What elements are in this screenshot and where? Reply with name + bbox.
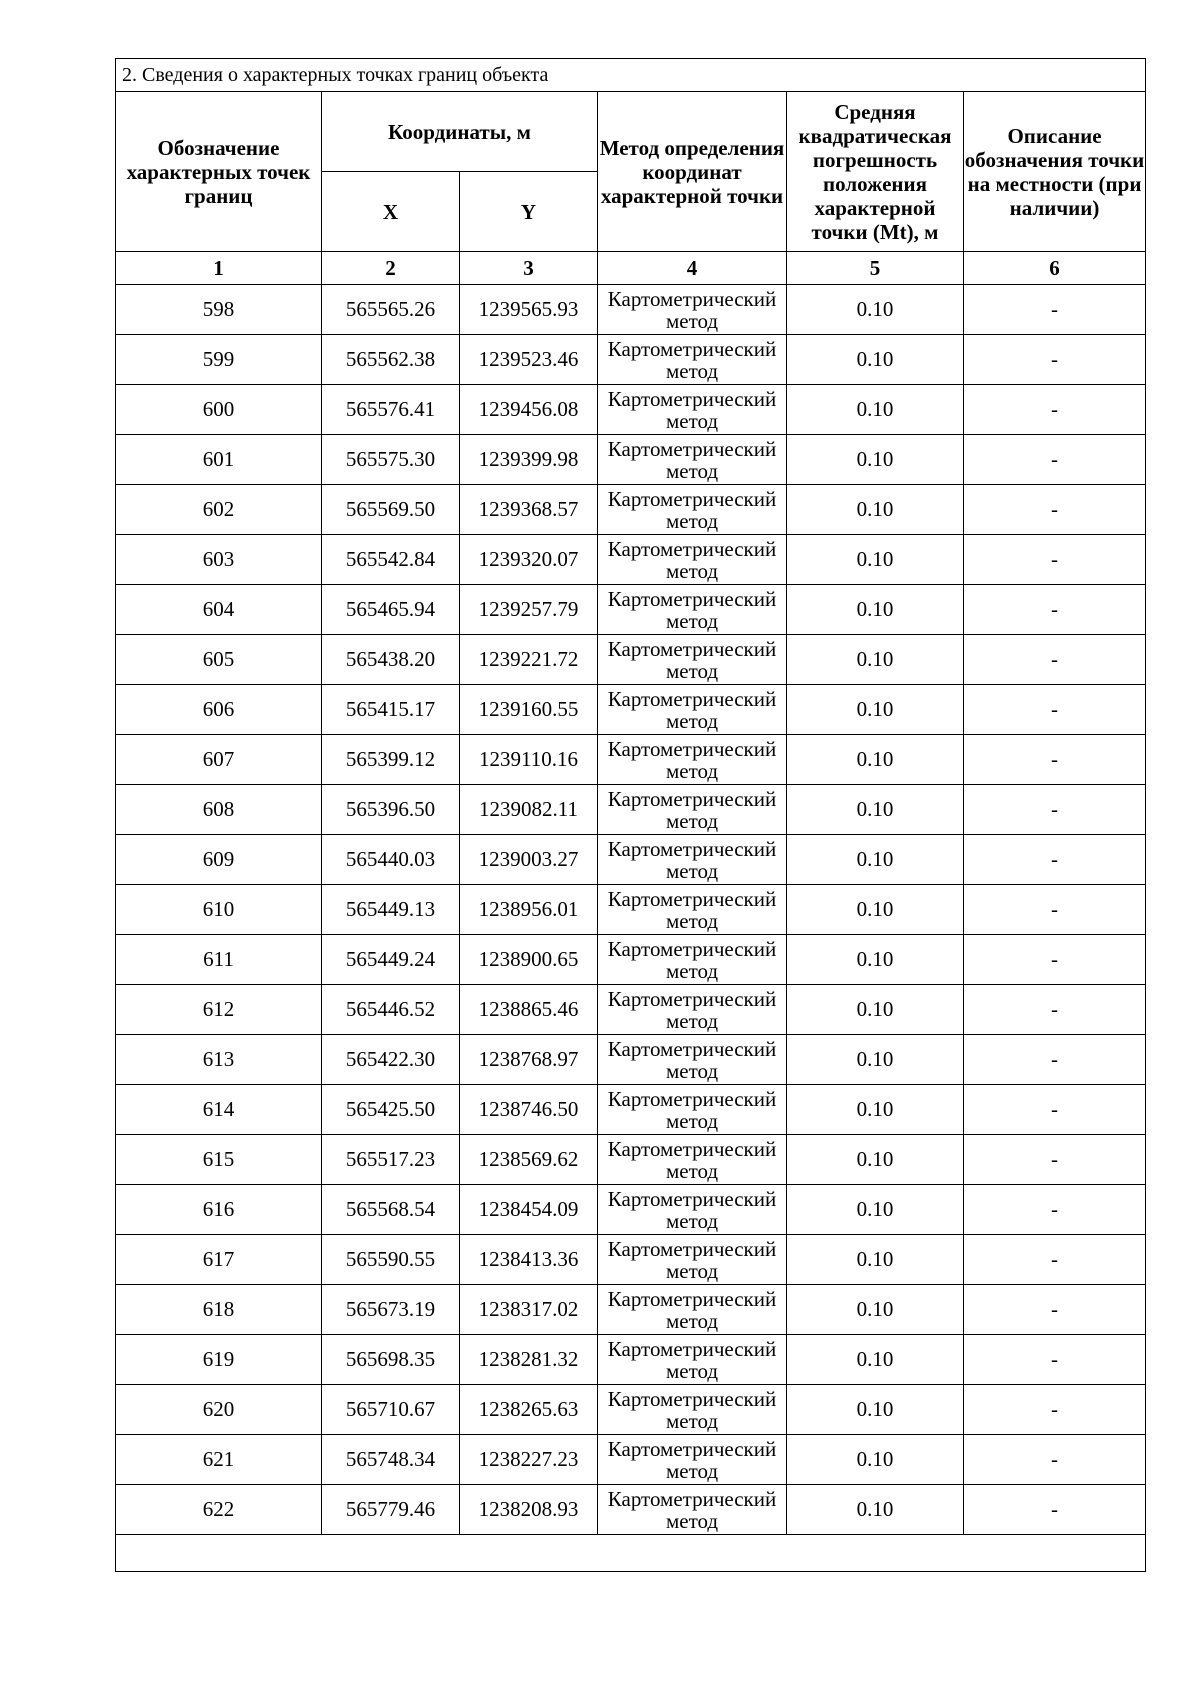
table-row	[116, 685, 1146, 735]
description-cell: -	[964, 1485, 1146, 1535]
y-coordinate-cell: 1238413.36	[460, 1235, 598, 1285]
error-cell: 0.10	[787, 385, 964, 435]
x-coordinate-cell: 565779.46	[322, 1485, 460, 1535]
point-cell: 611	[116, 935, 322, 985]
description-cell: -	[964, 835, 1146, 885]
error-cell: 0.10	[787, 1485, 964, 1535]
empty-row	[116, 1535, 1146, 1572]
error-cell: 0.10	[787, 985, 964, 1035]
description-cell: -	[964, 985, 1146, 1035]
point-cell: 619	[116, 1335, 322, 1385]
error-cell: 0.10	[787, 1135, 964, 1185]
error-cell: 0.10	[787, 1285, 964, 1335]
error-cell: 0.10	[787, 885, 964, 935]
y-coordinate-cell: 1238900.65	[460, 935, 598, 985]
method-cell: Картометрический метод	[598, 985, 787, 1035]
x-coordinate-cell: 565438.20	[322, 635, 460, 685]
error-cell: 0.10	[787, 685, 964, 735]
header-x: X	[322, 172, 460, 252]
point-cell: 617	[116, 1235, 322, 1285]
error-cell: 0.10	[787, 1085, 964, 1135]
method-cell: Картометрический метод	[598, 635, 787, 685]
table-row	[116, 535, 1146, 585]
y-coordinate-cell: 1239456.08	[460, 385, 598, 435]
x-coordinate-cell: 565415.17	[322, 685, 460, 735]
y-coordinate-cell: 1239565.93	[460, 285, 598, 335]
y-coordinate-cell: 1238317.02	[460, 1285, 598, 1335]
table-row	[116, 1035, 1146, 1085]
description-cell: -	[964, 585, 1146, 635]
description-cell: -	[964, 785, 1146, 835]
x-coordinate-cell: 565562.38	[322, 335, 460, 385]
description-cell: -	[964, 485, 1146, 535]
point-cell: 615	[116, 1135, 322, 1185]
column-number: 3	[460, 252, 598, 285]
method-cell: Картометрический метод	[598, 885, 787, 935]
table-row	[116, 735, 1146, 785]
point-cell: 616	[116, 1185, 322, 1235]
point-cell: 618	[116, 1285, 322, 1335]
error-cell: 0.10	[787, 285, 964, 335]
description-cell: -	[964, 635, 1146, 685]
column-number: 5	[787, 252, 964, 285]
header-coords: Координаты, м	[322, 92, 598, 172]
x-coordinate-cell: 565748.34	[322, 1435, 460, 1485]
description-cell: -	[964, 1135, 1146, 1185]
method-cell: Картометрический метод	[598, 385, 787, 435]
y-coordinate-cell: 1238265.63	[460, 1385, 598, 1435]
description-cell: -	[964, 1185, 1146, 1235]
description-cell: -	[964, 1285, 1146, 1335]
table-row	[116, 435, 1146, 485]
y-coordinate-cell: 1238746.50	[460, 1085, 598, 1135]
description-cell: -	[964, 735, 1146, 785]
point-cell: 612	[116, 985, 322, 1035]
error-cell: 0.10	[787, 1435, 964, 1485]
table-row	[116, 385, 1146, 435]
error-cell: 0.10	[787, 1235, 964, 1285]
header-row-top	[116, 92, 1146, 172]
x-coordinate-cell: 565698.35	[322, 1335, 460, 1385]
method-cell: Картометрический метод	[598, 685, 787, 735]
method-cell: Картометрический метод	[598, 735, 787, 785]
table-row	[116, 635, 1146, 685]
y-coordinate-cell: 1239160.55	[460, 685, 598, 735]
error-cell: 0.10	[787, 735, 964, 785]
description-cell: -	[964, 1335, 1146, 1385]
point-cell: 613	[116, 1035, 322, 1085]
method-cell: Картометрический метод	[598, 1035, 787, 1085]
x-coordinate-cell: 565565.26	[322, 285, 460, 335]
table-row	[116, 335, 1146, 385]
point-cell: 599	[116, 335, 322, 385]
table-row	[116, 1385, 1146, 1435]
y-coordinate-cell: 1239523.46	[460, 335, 598, 385]
y-coordinate-cell: 1238569.62	[460, 1135, 598, 1185]
y-coordinate-cell: 1238865.46	[460, 985, 598, 1035]
method-cell: Картометрический метод	[598, 485, 787, 535]
table-row	[116, 835, 1146, 885]
method-cell: Картометрический метод	[598, 335, 787, 385]
x-coordinate-cell: 565446.52	[322, 985, 460, 1035]
method-cell: Картометрический метод	[598, 1085, 787, 1135]
y-coordinate-cell: 1238281.32	[460, 1335, 598, 1385]
column-number: 2	[322, 252, 460, 285]
point-cell: 601	[116, 435, 322, 485]
x-coordinate-cell: 565590.55	[322, 1235, 460, 1285]
header-description: Описание обозначения точки на местности (при наличии)	[964, 92, 1146, 252]
y-coordinate-cell: 1239257.79	[460, 585, 598, 635]
table-row	[116, 1285, 1146, 1335]
point-cell: 622	[116, 1485, 322, 1535]
point-cell: 610	[116, 885, 322, 935]
point-cell: 600	[116, 385, 322, 435]
method-cell: Картометрический метод	[598, 835, 787, 885]
description-cell: -	[964, 1385, 1146, 1435]
error-cell: 0.10	[787, 835, 964, 885]
x-coordinate-cell: 565575.30	[322, 435, 460, 485]
error-cell: 0.10	[787, 1185, 964, 1235]
method-cell: Картометрический метод	[598, 785, 787, 835]
point-cell: 606	[116, 685, 322, 735]
y-coordinate-cell: 1238768.97	[460, 1035, 598, 1085]
method-cell: Картометрический метод	[598, 1385, 787, 1435]
table-row	[116, 1235, 1146, 1285]
point-cell: 604	[116, 585, 322, 635]
error-cell: 0.10	[787, 1335, 964, 1385]
point-cell: 598	[116, 285, 322, 335]
error-cell: 0.10	[787, 435, 964, 485]
table-row	[116, 485, 1146, 535]
description-cell: -	[964, 935, 1146, 985]
boundary-points-table	[115, 58, 1146, 1572]
x-coordinate-cell: 565569.50	[322, 485, 460, 535]
x-coordinate-cell: 565517.23	[322, 1135, 460, 1185]
point-cell: 609	[116, 835, 322, 885]
method-cell: Картометрический метод	[598, 1435, 787, 1485]
table-row	[116, 1135, 1146, 1185]
x-coordinate-cell: 565568.54	[322, 1185, 460, 1235]
y-coordinate-cell: 1238227.23	[460, 1435, 598, 1485]
header-method: Метод определения координат характерной точки	[598, 92, 787, 252]
error-cell: 0.10	[787, 935, 964, 985]
x-coordinate-cell: 565542.84	[322, 535, 460, 585]
description-cell: -	[964, 285, 1146, 335]
error-cell: 0.10	[787, 785, 964, 835]
column-number: 4	[598, 252, 787, 285]
table-row	[116, 1485, 1146, 1535]
y-coordinate-cell: 1239221.72	[460, 635, 598, 685]
x-coordinate-cell: 565396.50	[322, 785, 460, 835]
description-cell: -	[964, 535, 1146, 585]
table-row	[116, 1085, 1146, 1135]
empty-cell	[116, 1535, 1146, 1572]
description-cell: -	[964, 1035, 1146, 1085]
method-cell: Картометрический метод	[598, 1185, 787, 1235]
x-coordinate-cell: 565710.67	[322, 1385, 460, 1435]
header-error: Средняя квадратическая погрешность положения характерной точки (Mt), м	[787, 92, 964, 252]
column-numbers-row	[116, 252, 1146, 285]
method-cell: Картометрический метод	[598, 1135, 787, 1185]
point-cell: 605	[116, 635, 322, 685]
method-cell: Картометрический метод	[598, 285, 787, 335]
error-cell: 0.10	[787, 485, 964, 535]
x-coordinate-cell: 565399.12	[322, 735, 460, 785]
error-cell: 0.10	[787, 585, 964, 635]
description-cell: -	[964, 885, 1146, 935]
y-coordinate-cell: 1239399.98	[460, 435, 598, 485]
section-title-row	[116, 59, 1146, 92]
section-title: 2. Сведения о характерных точках границ объекта	[116, 59, 1146, 92]
method-cell: Картометрический метод	[598, 1285, 787, 1335]
x-coordinate-cell: 565449.24	[322, 935, 460, 985]
x-coordinate-cell: 565425.50	[322, 1085, 460, 1135]
x-coordinate-cell: 565576.41	[322, 385, 460, 435]
method-cell: Картометрический метод	[598, 1235, 787, 1285]
header-y: Y	[460, 172, 598, 252]
point-cell: 614	[116, 1085, 322, 1135]
method-cell: Картометрический метод	[598, 935, 787, 985]
table-row	[116, 785, 1146, 835]
point-cell: 621	[116, 1435, 322, 1485]
x-coordinate-cell: 565673.19	[322, 1285, 460, 1335]
x-coordinate-cell: 565440.03	[322, 835, 460, 885]
x-coordinate-cell: 565422.30	[322, 1035, 460, 1085]
column-number: 6	[964, 252, 1146, 285]
method-cell: Картометрический метод	[598, 585, 787, 635]
method-cell: Картометрический метод	[598, 1485, 787, 1535]
y-coordinate-cell: 1239368.57	[460, 485, 598, 535]
table-row	[116, 585, 1146, 635]
table-row	[116, 985, 1146, 1035]
y-coordinate-cell: 1238208.93	[460, 1485, 598, 1535]
header-point: Обозначение характерных точек границ	[116, 92, 322, 252]
description-cell: -	[964, 335, 1146, 385]
method-cell: Картометрический метод	[598, 1335, 787, 1385]
point-cell: 620	[116, 1385, 322, 1435]
point-cell: 603	[116, 535, 322, 585]
y-coordinate-cell: 1239003.27	[460, 835, 598, 885]
table-row	[116, 885, 1146, 935]
table-row	[116, 935, 1146, 985]
y-coordinate-cell: 1239082.11	[460, 785, 598, 835]
description-cell: -	[964, 385, 1146, 435]
table-row	[116, 1435, 1146, 1485]
error-cell: 0.10	[787, 535, 964, 585]
description-cell: -	[964, 435, 1146, 485]
y-coordinate-cell: 1239320.07	[460, 535, 598, 585]
error-cell: 0.10	[787, 1385, 964, 1435]
table-row	[116, 1185, 1146, 1235]
point-cell: 608	[116, 785, 322, 835]
y-coordinate-cell: 1238454.09	[460, 1185, 598, 1235]
x-coordinate-cell: 565465.94	[322, 585, 460, 635]
table-row	[116, 285, 1146, 335]
error-cell: 0.10	[787, 1035, 964, 1085]
description-cell: -	[964, 1085, 1146, 1135]
point-cell: 607	[116, 735, 322, 785]
x-coordinate-cell: 565449.13	[322, 885, 460, 935]
table-row	[116, 1335, 1146, 1385]
method-cell: Картометрический метод	[598, 535, 787, 585]
description-cell: -	[964, 685, 1146, 735]
error-cell: 0.10	[787, 335, 964, 385]
method-cell: Картометрический метод	[598, 435, 787, 485]
y-coordinate-cell: 1238956.01	[460, 885, 598, 935]
error-cell: 0.10	[787, 635, 964, 685]
description-cell: -	[964, 1435, 1146, 1485]
column-number: 1	[116, 252, 322, 285]
point-cell: 602	[116, 485, 322, 535]
description-cell: -	[964, 1235, 1146, 1285]
y-coordinate-cell: 1239110.16	[460, 735, 598, 785]
